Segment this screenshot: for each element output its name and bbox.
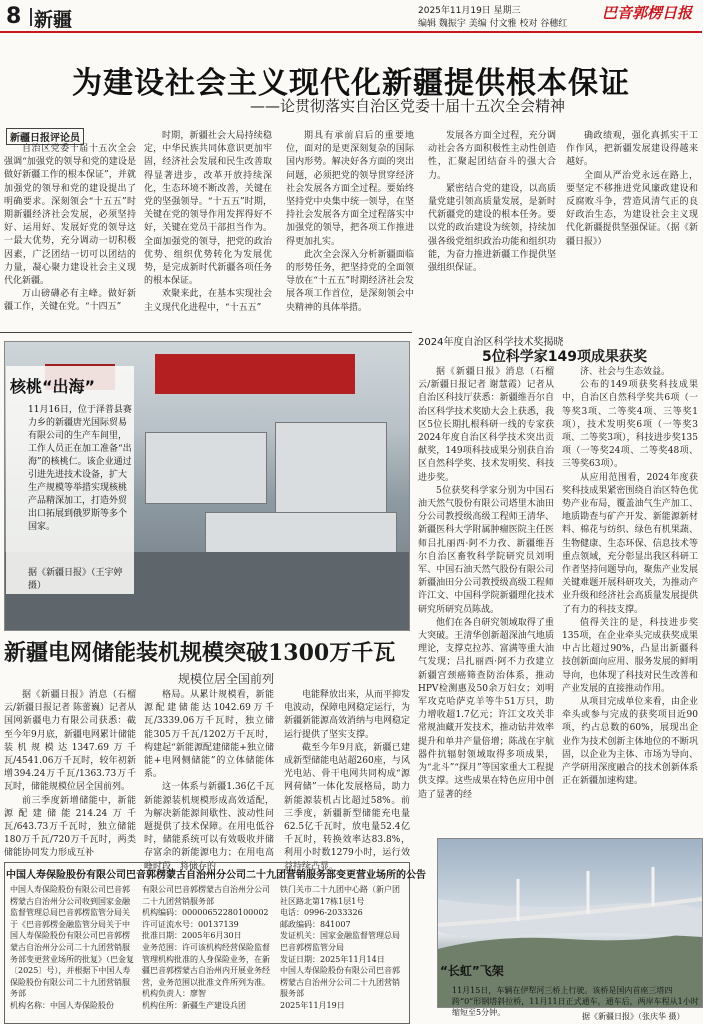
grid-subhead: 规模位居全国前列 <box>178 672 275 686</box>
grid-column-2 <box>144 689 274 872</box>
section-name: 新疆 <box>34 9 73 31</box>
notice-text: 机构住所：新疆生产建设兵团 <box>142 1000 246 1010</box>
award-paragraph: 从项目完成单位来看，由企业牵头或参与完成的获奖项目近90项，约占总数的60%，展现出企业作为技术创新主体地位的不断巩固，以企业为主体、市场为导向、产学研用深度融合的技术创新体系正在新疆加速构建。 <box>562 697 698 787</box>
lead-column-4 <box>428 130 556 329</box>
section-divider-line <box>0 332 412 333</box>
lead-column-2 <box>144 130 272 329</box>
bridge-photo-title: “长虹”飞架 <box>440 964 504 978</box>
machine <box>145 432 267 504</box>
notice-column-2 <box>142 884 270 1018</box>
award-paragraph: 济、社会与生态效益。 <box>580 367 671 377</box>
bridge-photo-caption: 11月15日，车辆在伊犁河三桥上行驶。该桥是国内首座三塔四跨“0”形钢塔斜拉桥，11月11日正式通车，通车后，两岸车程从1小时缩短至5分钟。 <box>452 986 699 1017</box>
notice-column-1 <box>10 884 134 1018</box>
award-paragraph: 他们在各自研究领域取得了重大突破。王清华创新超深油气地质理论，支撑克拉苏、富满等重大油气发现；吕扎丽西·阿不力孜建立新疆宫颈癌筛查防治体系，推动HPV检测惠及50余万妇女；刘明军攻克哈萨克羊等牛51万只，助力增收超1.7亿元；许江文攻关非常规油藏开发技术，推动钻井效率提升和单井产量倍增；陈战在宇航器件抗辐射领域取得多项成果，为“北斗”“探月”等国家重大工程提供支撑。这些成果在特色应用中创造了显著的经 <box>418 617 554 800</box>
award-paragraph: 据《新疆日报》消息（石榴云/新疆日报记者 谢慧霞）记者从自治区科技厅获悉：新疆维吾尔自治区科学技术奖励大会上获悉，我区5位长期扎根科研一线的专家获2024年度自治区科学技术突出贡献奖，149项科技成果分别获自治区自然科学奖、技术发明奖、科技进步奖。 <box>418 367 554 483</box>
section-divider <box>30 8 32 26</box>
lead-column-1 <box>4 143 136 329</box>
header-rule <box>0 31 702 33</box>
notice-text: 业务范围：许可该机构经营保险监督管理机构批准的人身保险业务，在新疆巴音郭楞蒙古自治州内开展业务经营，业务范围以批准文件所列为准。 <box>142 942 270 987</box>
bridge-photo <box>437 838 703 1008</box>
lead-paragraph: 时期，新疆社会大局持续稳定，中华民族共同体意识更加牢固，经济社会发展和民生改善取得显著进步，改革开放持续深化，生态环境不断改善，关键在党的坚强领导。“十五五”时期，关键在党的领导作用发挥得好不好，关键在党员干部担当作为。全面加强党的领导，把党的政治优势、组织优势转化为发展优势，是完成新时代新疆各项任务的根本保证。 <box>144 131 272 287</box>
grid-column-1 <box>4 689 136 859</box>
lead-paragraph: 确政绩观，强化真抓实干工作作风，把新疆发展建设得越来越好。 <box>566 131 698 168</box>
notice-text: 机构编码：00000652280100002 <box>142 908 269 918</box>
grid-paragraph: 前三季度新增储能中，新能源配建储能214.24万千瓦/643.73万千瓦时，独立储能180万千瓦/720万千瓦时，两类储能协同发力形成互补 <box>4 795 136 859</box>
notice-text: 批准日期：2005年6月30日 <box>142 931 242 941</box>
award-column-2 <box>562 366 698 834</box>
lead-paragraph: 全面从严治党永远在路上，要坚定不移推进党风廉政建设和反腐败斗争，营造风清气正的良好政治生态，为建设社会主义现代化新疆提供坚强保证。（据《新疆日报》） <box>566 170 698 247</box>
lead-paragraph: 万山磅礴必有主峰。做好新疆工作，关键在党。“十四五” <box>4 289 136 313</box>
issue-date: 2025年11月19日 星期三 <box>418 6 521 16</box>
notice-text: 2025年11月19日 <box>280 1000 345 1010</box>
lead-paragraph: 发展各方面全过程，充分调动社会各方面积极性主动性创造性，汇聚起团结奋斗的强大合力。 <box>428 131 556 181</box>
notice-text: 许可证流水号：00137139 <box>142 919 239 929</box>
bridge-illustration <box>438 839 702 1007</box>
notice-text: 中国人寿保险股份有限公司巴音郭楞蒙古自治州分公司收到国家金融监督管理总局巴音郭楞监管分局关于《巴音郭楞金融监管分局关于中国人寿保险股份有限公司巴音郭楞蒙古自治州分公司二十九团营销服务部变更营业场所的批复》（巴金复〔2025〕号），并根据下中国人寿保险股份有限公司二十九团营销服务部 <box>10 885 134 999</box>
photo-credit: 据《新疆日报》（王宇婷 摄） <box>28 568 123 591</box>
notice-text: 发证机关：国家金融监督管理总局巴音郭楞监管分局 <box>280 931 400 952</box>
award-paragraph: 值得关注的是，科技进步奖135项，在企业牵头完成获奖成果中占比超过90%，凸显出新疆科技创新面向应用、服务发展的鲜明导向，也体现了科技对民生改善和产业发展的直接推动作用。 <box>562 617 698 694</box>
notice-title: 中国人寿保险股份有限公司巴音郭楞蒙古自治州分公司二十九团营销服务部变更营业场所的公告 <box>6 870 426 881</box>
conveyor <box>205 512 397 554</box>
award-column-1 <box>418 366 554 834</box>
page-header <box>0 0 702 40</box>
machine <box>275 422 387 514</box>
notice-text: 发证日期：2025年11月14日 <box>280 954 385 964</box>
lead-column-3 <box>286 130 414 329</box>
lead-paragraph: 自治区党委十届十五次全会强调“加强党的领导和党的建设是做好新疆工作的根本保证”，并就加强党的领导和党的建设提出了明确要求。深刻领会“十五五”时期新疆经济社会发展，必须坚持好、运用好、发展好党的领导这一最大优势，充分调动一切积极因素，广泛团结一切可以团结的力量，凝心聚力建设社会主义现代化新疆。 <box>4 144 136 287</box>
photo-title: 核桃“出海” <box>10 377 96 396</box>
lead-paragraph: 欢聚来此，在基本实现社会主义现代化进程中，“十五五” <box>144 289 272 313</box>
award-headline: 5位科学家149项成果获奖 <box>482 349 647 365</box>
grid-paragraph: 电能释放出来，从而平抑发电波动，保障电网稳定运行，为新疆新能源高效消纳与电网稳定运行提供了坚实支撑。 <box>284 690 411 740</box>
notice-text: 有限公司巴音郭楞蒙古自治州分公司二十九团营销服务部 <box>142 885 270 906</box>
notice-text: 中国人寿保险股份有限公司巴音郭楞蒙古自治州分公司二十九团营销服务部 <box>280 966 400 999</box>
notice-text: 邮政编码：841007 <box>280 919 351 929</box>
lead-subhead: ——论贯彻落实自治区党委十届十五次全会精神 <box>250 97 566 115</box>
notice-text: 电话：0996-2033326 <box>280 908 363 918</box>
page-number: 8 <box>6 4 22 29</box>
award-kicker: 2024年度自治区科学技术奖揭晓 <box>418 337 564 348</box>
editor-credits: 编辑 魏振宇 美编 付文雅 校对 谷穗红 <box>418 19 568 29</box>
grid-headline: 新疆电网储能装机规模突破1300万千瓦 <box>4 640 396 666</box>
lead-paragraph: 紧密结合党的建设，以高质量党建引领高质量发展，是新时代新疆党的建设的根本任务。要以党的政治建设为统领，持续加强各级党组织政治功能和组织功能，为奋力推进新疆工作提供坚强组织保证。 <box>428 183 556 274</box>
notice-text: 机构名称：中国人寿保险股份 <box>10 1000 114 1010</box>
bridge-photo-credit: 据《新疆日报》（张庆华 摄） <box>582 1012 685 1021</box>
award-paragraph: 5位获奖科学家分别为中国石油天然气股份有限公司塔里木油田分公司教授级高级工程师王清华、新疆医科大学附属肿瘤医院主任医师吕扎丽西·阿不力孜、新疆维吾尔自治区畜牧科学院研究员刘明军、中国石油天然气股份有限公司新疆油田分公司教授级高级工程师许江文、中国科学院新疆理化技术研究所研究员陈战。 <box>418 485 554 615</box>
notice-text: 机构负责人：廖智 <box>142 989 206 999</box>
factory-banner <box>155 354 355 394</box>
lead-byline: 新疆日报评论员 <box>6 128 84 145</box>
notice-text: 铁门关市二十九团中心路（新户团社区路北第17栋1层1号 <box>280 885 400 906</box>
grid-paragraph: 格局。从累计规模看，新能源配建储能达1042.69万千瓦/3339.06万千瓦时，独立储能305万千瓦/1202万千瓦时，构建起“新能源配建储能+独立储能+电网侧储能”的立体储能体系。 <box>144 690 274 780</box>
lead-headline: 为建设社会主义现代化新疆提供根本保证 <box>72 66 630 101</box>
newspaper-logo: 巴音郭楞日报 <box>602 4 693 22</box>
grid-paragraph: 据《新疆日报》消息（石榴云/新疆日报记者 陈蕾巍）记者从国网新疆电力有限公司获悉：截至今年9月底，新疆电网累计储能装机规模达1347.69万千瓦/4541.06万千瓦时，较年初新增394.24万千瓦/1363.73万千瓦时，储能规模位居全国前列。 <box>4 690 136 793</box>
grid-paragraph: 截至今年9月底，新疆已建成新型储能电站超260座，与风光电站、骨干电网共同构成“源网荷储”一体化发展格局，助力新能源装机占比超过58%。前三季度，新疆新型储能充电量62.5亿千瓦时，放电量52.4亿千瓦时，转换效率达83.8%，利用小时数1279小时，运行效益持续凸显。 <box>284 742 410 872</box>
grid-column-3 <box>284 689 411 872</box>
award-paragraph: 从应用范围看，2024年度获奖科技成果紧密围绕自治区特色优势产业布局，覆盖油气生产加工、地质勘查与矿产开发、新能源新材料、棉花与纺织、绿色有机果蔬、生物健康、生态环保、信息技术等重点领域，充分彰显出我区科研工作者坚持问题导向，聚焦产业发展关键难题开展科研攻关，为推动产业升级和经济社会高质量发展提供了有力的科技支撑。 <box>562 472 698 615</box>
lead-column-5 <box>566 130 698 329</box>
photo-caption: 11月16日，位于泽普县赛力乡的新疆唐光国际贸易有限公司的生产车间里，工作人员正在加工准备“出海”的核桃仁。该企业通过引进先进技术设备，扩大生产规模等举措实现核桃产品精深加工，打造外贸出口拓展到俄罗斯等多个国家。 <box>28 405 132 532</box>
notice-column-3 <box>280 884 404 1018</box>
award-paragraph: 公布的149项获奖科技成果中，自治区自然科学奖共6项（一等奖3项、二等奖4项、三等奖1项），技术发明奖6项（一等奖3项、二等奖3项），科技进步奖135项（一等奖24项、二等奖48项、三等奖63项）。 <box>562 380 698 470</box>
lead-paragraph: 此次全会深入分析新疆面临的形势任务，把坚持党的全面领导放在“十五五”时期经济社会发展各项工作首位，是深刻领会中央精神的具体举措。 <box>286 249 414 313</box>
lead-paragraph: 期具有承前启后的重要地位，面对的是更深刻复杂的国际国内形势。解决好各方面的突出问题，必须把党的领导贯穿经济社会发展各方面全过程。要始终坚持党中央集中统一领导，在坚持社会发展各方面全过程落实中加强党的领导，把各项工作推进得更加扎实。 <box>286 131 414 247</box>
grid-paragraph: 这一体系与新疆1.36亿千瓦新能源装机规模形成高效适配，为解决新能源间歇性、波动性问题提供了技术保障。在用电低谷时，储能系统可以有效吸收并储存富余的新能源电力；在用电高峰时段，将储存的 <box>144 782 274 872</box>
